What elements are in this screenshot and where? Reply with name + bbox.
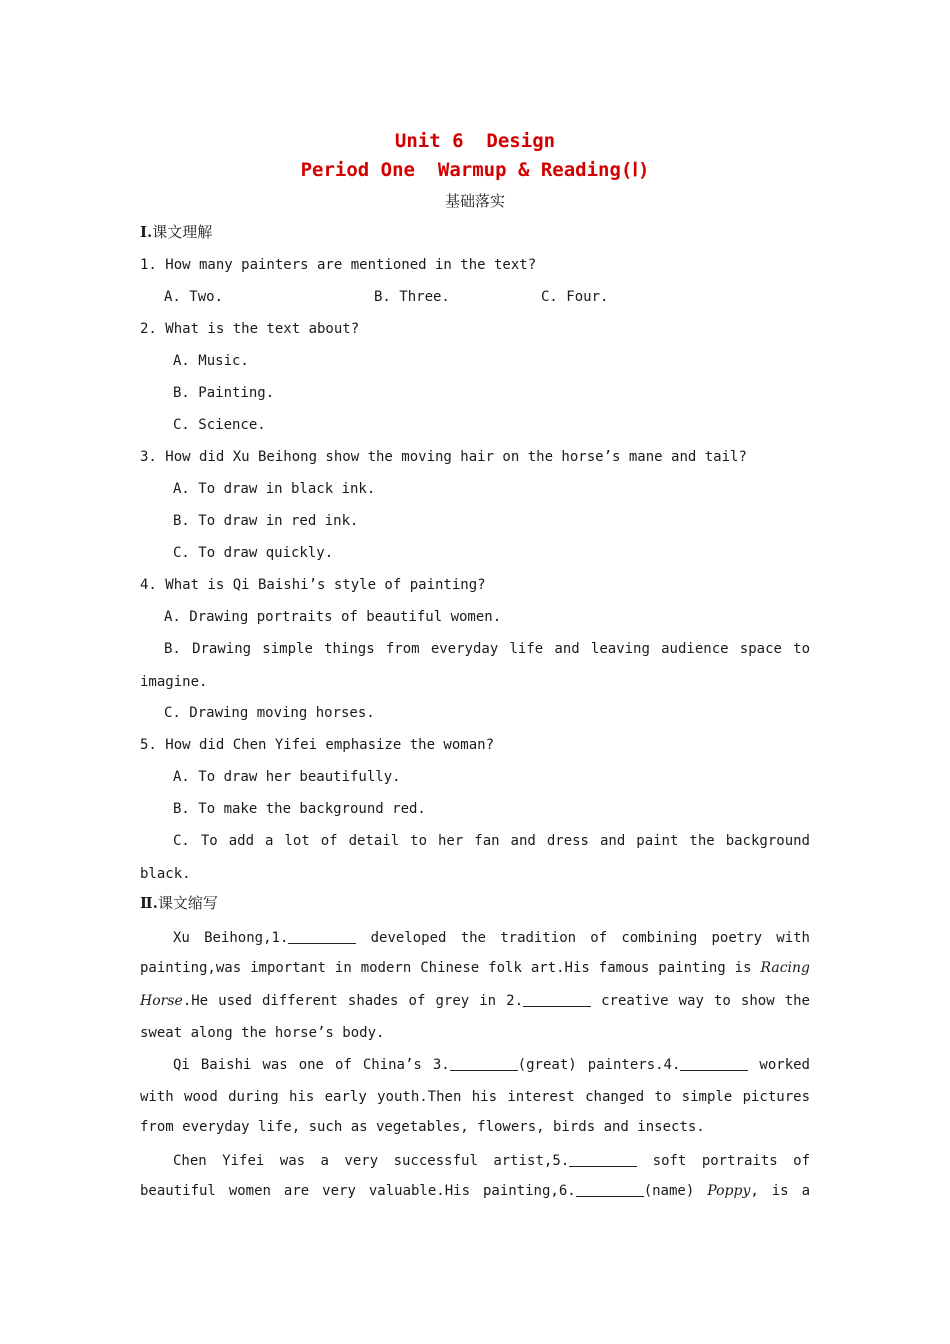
summary-p1-line1: Xu Beihong,1. developed the tradition of combining poetry with: [173, 930, 810, 946]
subtitle: 基础落实: [444, 192, 505, 210]
q3-option-a: A. To draw in black ink.: [173, 481, 376, 497]
q1-option-a: A. Two.: [164, 289, 224, 305]
question-2: 2. What is the text about?: [140, 321, 360, 337]
q5-option-b: B. To make the background red.: [173, 801, 426, 817]
q5-option-c: C. To add a lot of detail to her fan and dress and paint the background: [173, 833, 810, 849]
q2-option-a: A. Music.: [173, 353, 249, 369]
blank-6[interactable]: [576, 1182, 644, 1197]
question-1: 1. How many painters are mentioned in the text?: [140, 257, 537, 273]
summary-p1-line3: Horse.He used different shades of grey in 2. creative way to show the: [140, 993, 810, 1009]
q3-option-b: B. To draw in red ink.: [173, 513, 359, 529]
question-4: 4. What is Qi Baishi’s style of painting?: [140, 577, 486, 593]
question-3: 3. How did Xu Beihong show the moving hair on the horse’s mane and tail?: [140, 449, 747, 465]
period-title: Period One Warmup & Reading(Ⅰ): [300, 159, 650, 181]
q5-option-a: A. To draw her beautifully.: [173, 769, 401, 785]
blank-5[interactable]: [569, 1152, 637, 1167]
q5-option-c-cont: black.: [140, 866, 191, 882]
q4-option-c: C. Drawing moving horses.: [164, 705, 375, 721]
section2-heading: [140, 893, 810, 913]
q2-option-c: C. Science.: [173, 417, 266, 433]
summary-p2-line3: from everyday life, such as vegetables, flowers, birds and insects.: [140, 1119, 705, 1135]
blank-1[interactable]: [288, 929, 356, 944]
section2-numeral: Ⅱ.: [140, 894, 158, 912]
question-5: 5. How did Chen Yifei emphasize the woman?: [140, 737, 495, 753]
unit-title: Unit 6 Design: [394, 130, 556, 152]
q4-option-a: A. Drawing portraits of beautiful women.: [164, 609, 502, 625]
blank-3[interactable]: [450, 1056, 518, 1071]
summary-p2-line1: Qi Baishi was one of China’s 3. (great) painters.4. worked: [173, 1057, 810, 1073]
q2-option-b: B. Painting.: [173, 385, 275, 401]
summary-p3-line2: beautiful women are very valuable.His painting,6. (name) Poppy, is a: [140, 1183, 810, 1199]
q4-option-b: B. Drawing simple things from everyday life and leaving audience space to: [164, 641, 810, 657]
summary-p1-line2: painting,was important in modern Chinese folk art.His famous painting is Racing: [140, 960, 810, 976]
summary-p2-line2: with wood during his early youth.Then his interest changed to simple pictures: [140, 1089, 810, 1105]
q1-option-c: C. Four.: [541, 289, 609, 305]
q3-option-c: C. To draw quickly.: [173, 545, 334, 561]
section1-heading: [140, 222, 810, 242]
q4-option-b-cont: imagine.: [140, 674, 208, 690]
summary-p3-line1: Chen Yifei was a very successful artist,5. soft portraits of: [173, 1153, 810, 1169]
summary-p1-line4: sweat along the horse’s body.: [140, 1025, 385, 1041]
section2-title: 课文缩写: [157, 894, 218, 912]
section1-numeral: Ⅰ.: [140, 223, 153, 241]
section1-title: 课文理解: [152, 223, 213, 241]
blank-4[interactable]: [680, 1056, 748, 1071]
q1-option-b: B. Three.: [374, 289, 450, 305]
blank-2[interactable]: [523, 992, 591, 1007]
